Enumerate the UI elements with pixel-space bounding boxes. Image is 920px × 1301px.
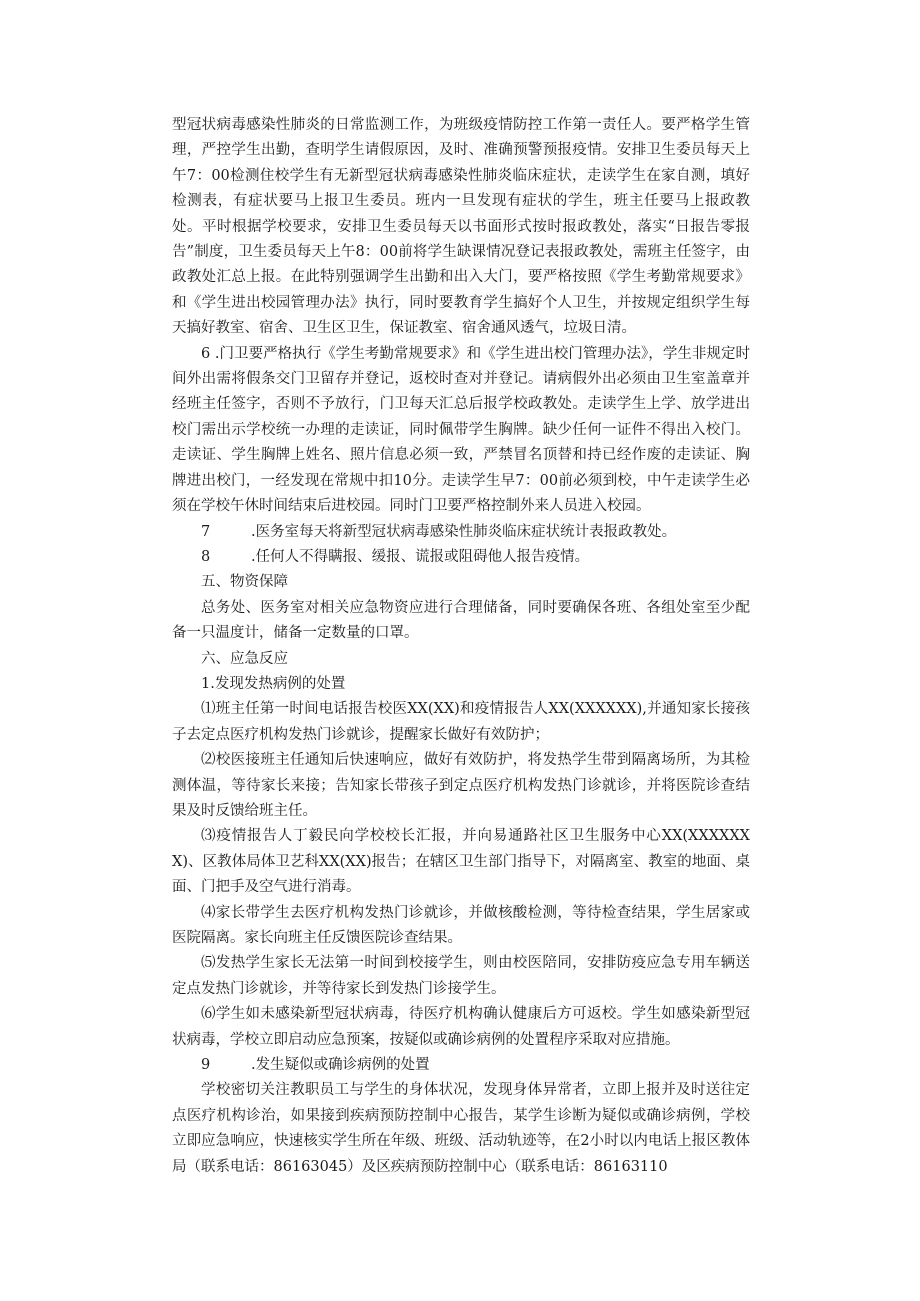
item-number: 7: [201, 523, 211, 540]
paragraph-item-9: [172, 1053, 750, 1078]
subheading-fever-case: 1.发现发热病例的处置: [201, 675, 346, 692]
paragraph-student-monitoring: 型冠状病毒感染性肺炎的日常监测工作，为班级疫情防控工作第一责任人。要严格学生管理，严控学生出勤，查明学生请假原因，及时、准确预警预报疫情。安排卫生委员每天上午7：00检测住校学生有无新型冠状病毒感染性肺炎临床症状，走读学生在家自测，填好检测表，有症状要马上报卫生委员。班内一旦发现有症状的学生，班主任要马上报政教处。平时根据学校要求，安排卫生委员每天以书面形式按时报政教处，落实“日报告零报告”制度，卫生委员每天上午8：00前将学生缺课情况登记表报政教处，需班主任签字，由政教处汇总上报。在此特别强调学生出勤和出入大门，要严格按照《学生考勤常规要求》和《学生进出校园管理办法》执行，同时要教育学生搞好个人卫生，并按规定组织学生每天搞好教室、宿舍、卫生区卫生，保证教室、宿舍通风透气，垃圾日清。: [172, 117, 750, 337]
item-number: 8: [201, 548, 211, 565]
paragraph-item-8: [172, 545, 750, 570]
paragraph-item-7: [172, 520, 750, 545]
item-text: .医务室每天将新型冠状病毒感染性肺炎临床症状统计表报政教处。: [251, 523, 677, 540]
paragraph-step-5: ⑸发热学生家长无法第一时间到校接学生，则由校医陪同，安排防疫应急专用车辆送定点发热门诊就诊，并等待家长到发热门诊接学生。: [172, 955, 750, 997]
document-page: [172, 113, 750, 1180]
item-text: .任何人不得瞒报、缓报、谎报或阻碍他人报告疫情。: [251, 548, 590, 565]
section-heading-supplies: 五、物资保障: [201, 574, 288, 591]
item-text: .发生疑似或确诊病例的处置: [251, 1057, 430, 1074]
paragraph-item-6-gatekeeper: 6 .门卫要严格执行《学生考勤常规要求》和《学生进出校门管理办法》，学生非规定时间外出需将假条交门卫留存并登记，返校时查对并登记。请病假外出必须由卫生室盖章并经班主任签字，否则不予放行，门卫每天汇总后报学校政教处。走读学生上学、放学进出校门需出示学校统一办理的走读证，同时佩带学生胸牌。缺少任何一证件不得出入校门。走读证、学生胸牌上姓名、照片信息必须一致，严禁冒名顶替和持已经作废的走读证、胸牌进出校门，一经发现在常规中扣10分。走读学生早7：00前必须到校，中午走读学生必须在学校午休时间结束后进校园。同时门卫要严格控制外来人员进入校园。: [172, 345, 750, 515]
paragraph-step-2: ⑵校医接班主任通知后快速响应，做好有效防护，将发热学生带到隔离场所，为其检测体温，等待家长来接；告知家长带孩子到定点医疗机构发热门诊就诊，并将医院诊查结果及时反馈给班主任。: [172, 752, 750, 819]
paragraph-suspected-case: 学校密切关注教职员工与学生的身体状况，发现身体异常者，立即上报并及时送往定点医疗机构诊治，如果接到疾病预防控制中心报告，某学生诊断为疑似或确诊病例，学校立即应急响应，快速核实学生所在年级、班级、活动轨迹等，在2小时以内电话上报区教体局（联系电话：86163045）及区疾病预防控制中心（联系电话：86163110: [172, 1082, 750, 1175]
paragraph-step-4: ⑷家长带学生去医疗机构发热门诊就诊，并做核酸检测，等待检查结果，学生居家或医院隔离。家长向班主任反馈医院诊查结果。: [172, 904, 750, 946]
paragraph-supplies: 总务处、医务室对相关应急物资应进行合理储备，同时要确保各班、各组处室至少配备一只温度计，储备一定数量的口罩。: [172, 599, 750, 642]
section-heading-emergency: 六、应急反应: [201, 650, 288, 667]
paragraph-step-3: ⑶疫情报告人丁毅民向学校校长汇报，并向易通路社区卫生服务中心XX(XXXXXXX)、区教体局体卫艺科XX(XX)报告；在辖区卫生部门指导下，对隔离室、教室的地面、桌面、门把手及空气进行消毒。: [172, 828, 750, 896]
item-number: 9: [201, 1057, 211, 1074]
paragraph-step-6: ⑹学生如未感染新型冠状病毒，待医疗机构确认健康后方可返校。学生如感染新型冠状病毒，学校立即启动应急预案，按疑似或确诊病例的处置程序采取对应措施。: [172, 1006, 750, 1048]
paragraph-step-1: ⑴班主任第一时间电话报告校医XX(XX)和疫情报告人XX(XXXXXX),并通知家长接孩子去定点医疗机构发热门诊就诊，提醒家长做好有效防护；: [172, 701, 750, 743]
